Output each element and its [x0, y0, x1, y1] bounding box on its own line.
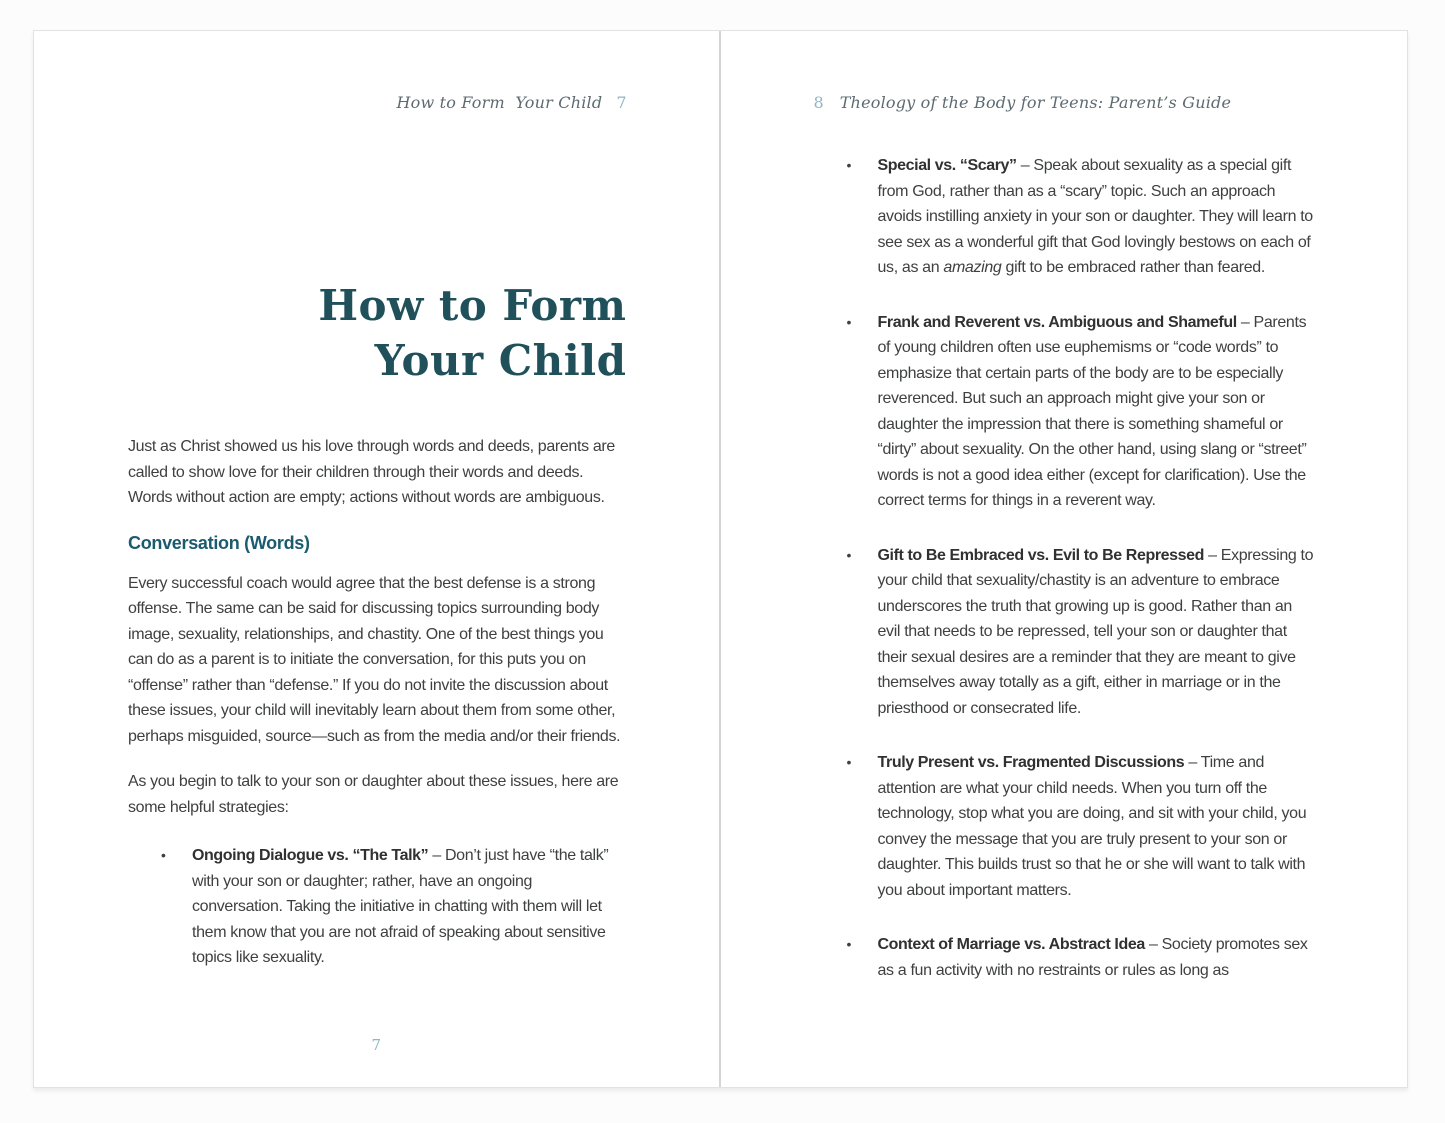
left-page-content	[128, 31, 627, 971]
book-spread	[33, 30, 1408, 1088]
bullet-icon: •	[161, 847, 166, 863]
chapter-title-line-2: Your Child	[374, 336, 627, 385]
bullet-icon: •	[846, 754, 852, 770]
strategy-text: Speak about sexuality as a special gift from God, rather than as a “scary” topic. Such an approach avoids instilling anxiety in your son or daughter. They will learn to see sex as a wonderful gift that God lovingly bestows on each of us, as an	[877, 157, 1313, 276]
bullet-icon: •	[846, 546, 852, 563]
bullet-icon: •	[846, 157, 852, 173]
strategy-title: Special vs. “Scary”	[877, 157, 1017, 174]
paragraph-offense: Every successful coach would agree that the best defense is a strong offense. The same can be said for discussing topics surrounding body image, sexuality, relationships, and chastity. One of the best things you can do as a parent is to initiate the conversation, for this puts you on “offense” rather than “defense.” If you do not invite the discussion about these issues, your child will inevitably learn about them from some other, perhaps misguided, source—such as from the media and/or their friends.	[128, 574, 621, 745]
emphasized-word: amazing	[943, 259, 1002, 276]
strategy-item: • Special vs. “Scary” – Speak about sexuality as a special gift from God, rather than as a “scary” topic. Such an approach avoids instilling anxiety in your son or daughter. They will learn to see sex as a wonderful gift that God lovingly bestows on each of us, as an amazing gift to be embraced rather than feared.	[814, 153, 1315, 281]
bullet-icon: •	[846, 313, 852, 330]
chapter-title	[128, 278, 627, 388]
strategy-item: • Truly Present vs. Fragmented Discussions – Time and attention are what your child needs. When you turn off the technology, stop what you are doing, and sit with your child, you convey the message that you are truly present to your son or daughter. This builds trust so that he or she will want to talk with you about important matters.	[814, 750, 1315, 903]
strategy-title: Ongoing Dialogue vs. “The Talk”	[192, 847, 429, 864]
running-head-title: Theology of the Body for Teens: Parent’s Guide	[839, 93, 1232, 112]
strategy-text: Expressing to your child that sexuality/chastity is an adventure to embrace underscores the truth that growing up is good. Rather than an evil that needs to be repressed, tell your son or daughter that their sexual desires are a reminder that they are meant to give themselves away totally as a gift, either in marriage or in the priesthood or consecrated life.	[877, 546, 1314, 717]
section-heading: Conversation (Words)	[128, 532, 310, 553]
strategy-item: • Gift to Be Embraced vs. Evil to Be Repressed – Expressing to your child that sexuality/chastity is an adventure to embrace underscores the truth that growing up is good. Rather than an evil that needs to be repressed, tell your son or daughter that their sexual desires are a reminder that they are meant to give themselves away totally as a gift, either in marriage or in the priesthood or consecrated life.	[814, 543, 1315, 722]
running-head-page-number: 7	[616, 93, 627, 112]
strategy-title: Frank and Reverent vs. Ambiguous and Shameful	[877, 313, 1237, 331]
running-head-title: How to Form Your Child	[396, 93, 603, 112]
strategy-title: Truly Present vs. Fragmented Discussions	[877, 754, 1185, 771]
strategy-text: Society promotes sex as a fun activity with no restraints or rules as long as	[877, 936, 1308, 979]
strategy-item: • Ongoing Dialogue vs. “The Talk” – Don’t just have “the talk” with your son or daughter; rather, have an ongoing conversation. Taking the initiative in chatting with them will let them know that you are not afraid of speaking about sensitive topics like sexuality.	[128, 843, 627, 971]
chapter-title-line-1: How to Form	[318, 281, 627, 330]
page-left	[34, 31, 721, 1087]
bullet-icon: •	[846, 936, 852, 952]
strategy-title: Context of Marriage vs. Abstract Idea	[877, 936, 1145, 953]
running-head-page-number: 8	[813, 93, 824, 112]
strategy-item: • Frank and Reverent vs. Ambiguous and Shameful – Parents of young children often use euphemisms or “code words” to emphasize that certain parts of the body are to be especially reverenced. But such an approach might give your son or daughter the impression that there is something shameful or “dirty” about sexuality. On the other hand, using slang or “street” words is not a good idea either (except for clarification). Use the correct terms for things in a reverent way.	[814, 310, 1315, 514]
intro-paragraph: Just as Christ showed us his love through words and deeds, parents are called to show love for their children through their words and deeds. Words without action are empty; actions without words are ambiguous.	[128, 438, 615, 506]
page-right	[721, 31, 1408, 1087]
strategy-text: Time and attention are what your child needs. When you turn off the technology, stop what you are doing, and sit with your child, you convey the message that you are truly present to your son or daughter. This builds trust so that he or she will want to talk with you about important matters.	[877, 754, 1307, 899]
strategy-text: gift to be embraced rather than feared.	[1001, 259, 1265, 276]
footer-page-number: 7	[371, 1036, 382, 1054]
strategy-list-left	[128, 843, 627, 971]
strategy-item: • Context of Marriage vs. Abstract Idea – Society promotes sex as a fun activity with no restraints or rules as long as	[814, 932, 1315, 983]
strategy-text: Parents of young children often use euphemisms or “code words” to emphasize that certain parts of the body are to be especially reverenced. But such an approach might give your son or daughter the impression that there is something shameful or “dirty” about sexuality. On the other hand, using slang or “street” words is not a good idea either (except for clarification). Use the correct terms for things in a reverent way.	[877, 313, 1307, 509]
strategy-text: Don’t just have “the talk” with your son or daughter; rather, have an ongoing conversation. Taking the initiative in chatting with them will let them know that you are not afraid of speaking about sensitive topics like sexuality.	[192, 847, 609, 966]
strategy-title: Gift to Be Embraced vs. Evil to Be Repressed	[877, 546, 1205, 564]
right-page-content	[814, 31, 1315, 983]
strategy-list-right	[814, 153, 1315, 983]
paragraph-strategies-lead: As you begin to talk to your son or daughter about these issues, here are some helpful strategies:	[128, 773, 619, 816]
